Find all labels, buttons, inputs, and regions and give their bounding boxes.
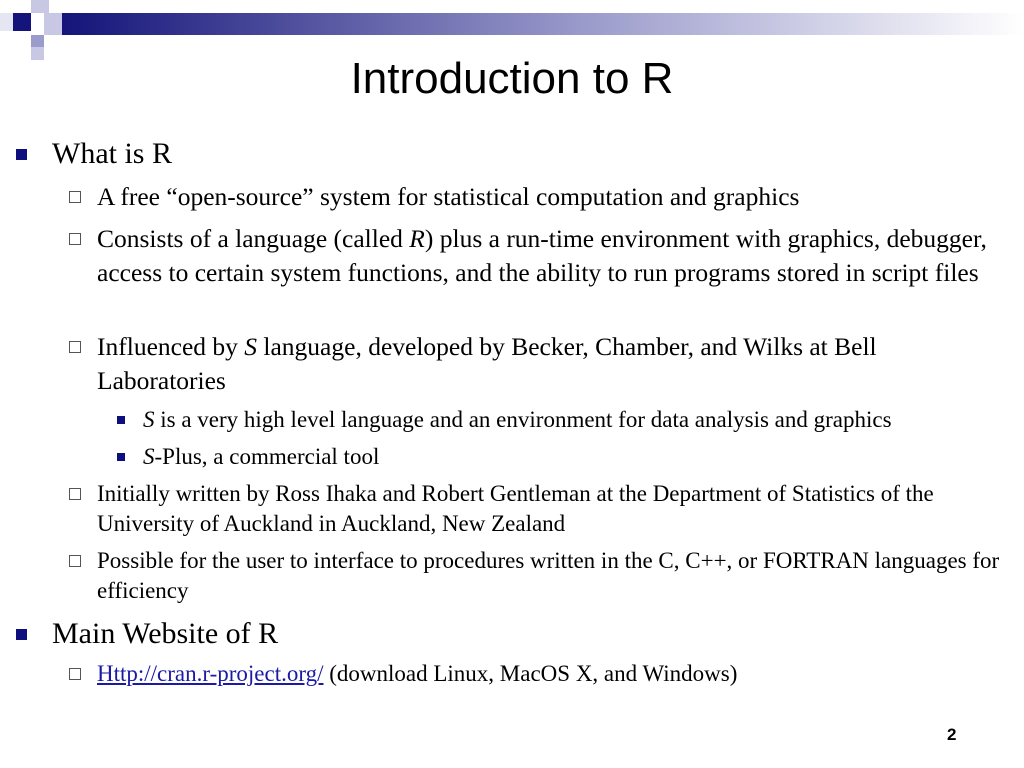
subsubbullet-italic: S — [143, 407, 155, 432]
subbullet-website — [97, 659, 1002, 689]
bullet-text: Main Website of R — [52, 617, 279, 650]
subsubbullet-italic: S — [143, 444, 155, 469]
subbullet-text: A free “open-source” system for statistical computation and graphics — [97, 182, 800, 211]
subbullet-italic: S — [244, 332, 258, 361]
box-marker — [69, 555, 81, 567]
square-marker — [117, 416, 125, 424]
bullet-text: What is R — [52, 137, 172, 170]
bullet-marker — [16, 629, 27, 640]
subbullet-free-system — [97, 180, 1002, 214]
subbullet-influenced — [97, 330, 1002, 398]
subbullet-text: language, developed by Becker, Chamber, and Wilks at Bell Laboratories — [97, 332, 877, 395]
subbullet-text: Possible for the user to interface to procedures written in the C, C++, or FORTRAN languages for efficiency — [97, 548, 1000, 603]
bullet-what-is-r — [52, 137, 172, 171]
square-marker — [117, 453, 125, 461]
page-number: 2 — [947, 725, 957, 744]
subbullet-initially — [97, 479, 1002, 539]
subbullet-text: Consists of a language (called — [97, 224, 410, 253]
slide-title: Introduction to R — [350, 54, 674, 103]
subbullet-consists — [97, 222, 1002, 290]
subbullet-text: Initially written by Ross Ihaka and Robert Gentleman at the Department of Statistics of the University of Auckland in Auckland, New Zealand — [97, 481, 934, 536]
box-marker — [69, 191, 81, 203]
subbullet-text: ) plus a run-time environment with graphics, debugger, access to certain system functions, and the ability to run programs stored in script files — [97, 224, 987, 287]
box-marker — [69, 341, 81, 353]
subsubbullet-s-plus — [143, 442, 1003, 472]
box-marker — [69, 488, 81, 500]
subsubbullet-text: -Plus, a commercial tool — [154, 444, 380, 469]
box-marker — [69, 233, 81, 245]
bullet-marker — [16, 149, 27, 160]
subbullet-italic: R — [409, 224, 425, 253]
subbullet-text: Influenced by — [97, 332, 245, 361]
box-marker — [69, 668, 81, 680]
cran-link[interactable]: Http://cran.r-project.org/ — [97, 661, 324, 686]
subbullet-possible — [97, 546, 1002, 606]
subbullet-text: (download Linux, MacOS X, and Windows) — [323, 661, 738, 686]
subsubbullet-s-language — [143, 405, 1003, 435]
bullet-main-website — [52, 617, 278, 651]
subsubbullet-text: is a very high level language and an environment for data analysis and graphics — [154, 407, 892, 432]
